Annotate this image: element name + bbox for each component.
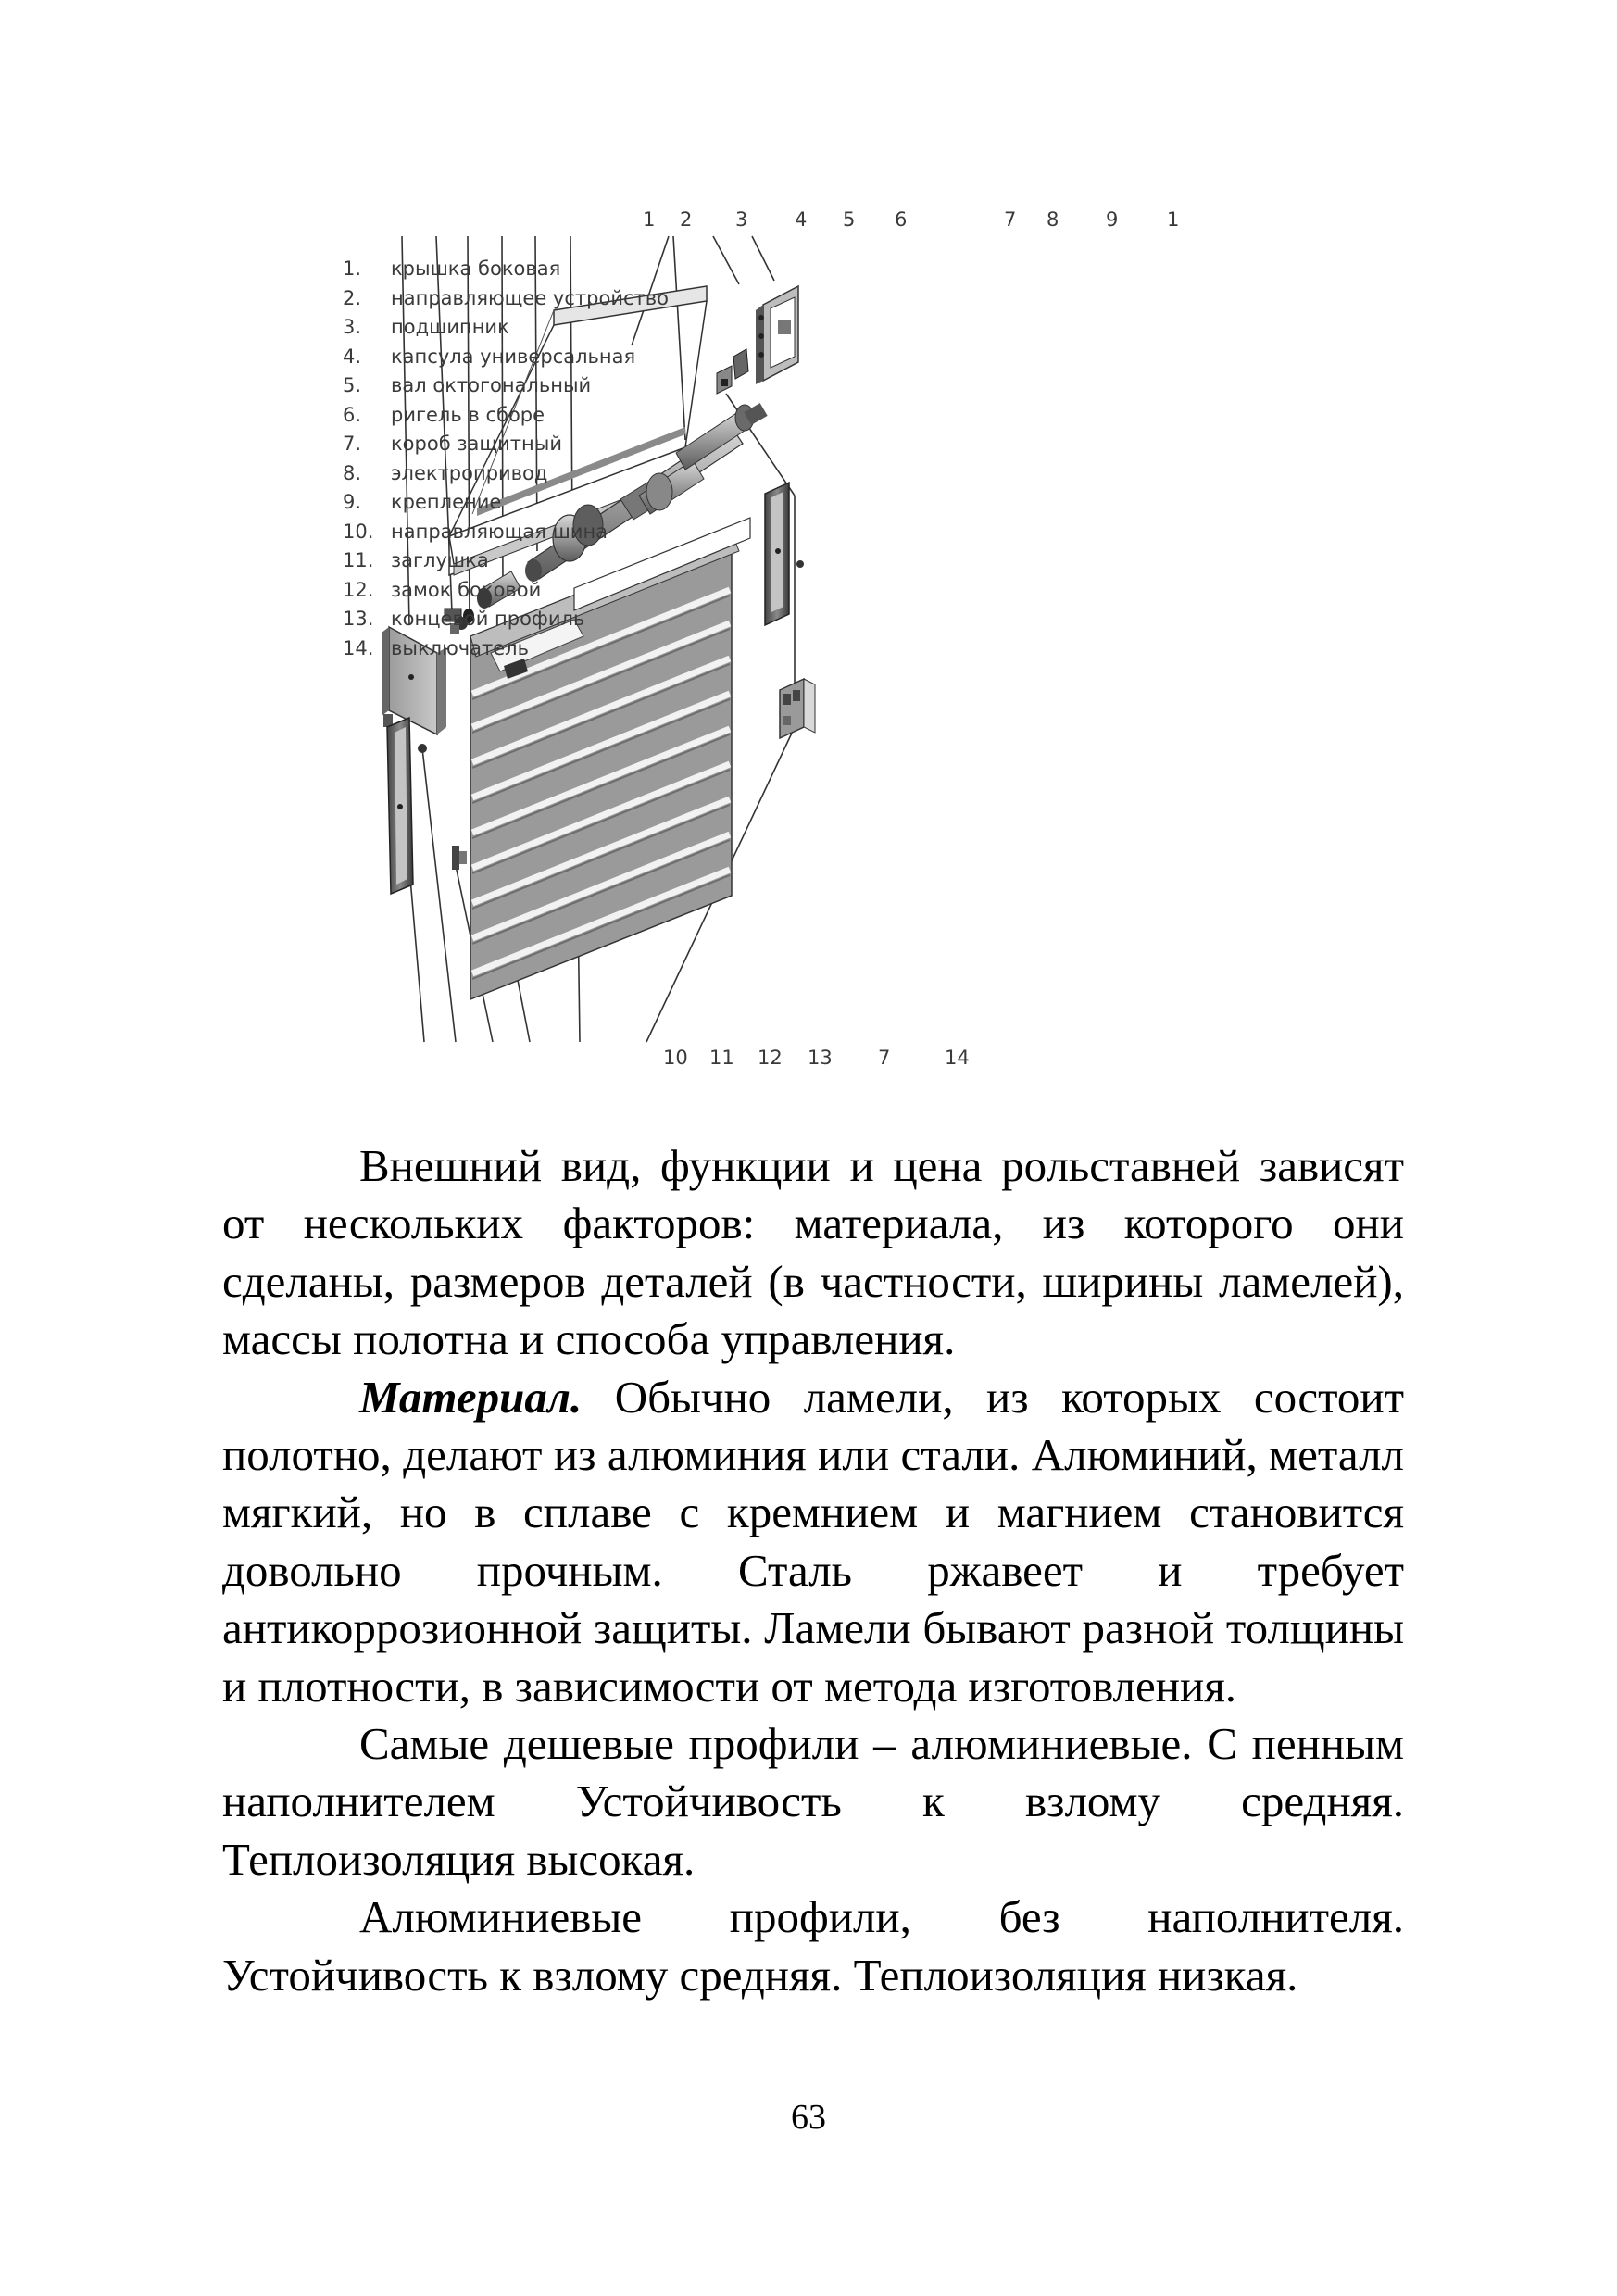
paragraph-aluminium-profiles: Алюминиевые профили, без наполнителя. Устойчивость к взлому средняя. Теплоизоляция низкая.	[222, 1891, 1404, 2001]
legend-item: 3. подшипник	[343, 316, 509, 338]
paragraph-lead-term: Материал.	[359, 1371, 583, 1423]
callout-number: 14	[945, 1047, 970, 1069]
callout-number: 12	[758, 1047, 783, 1069]
paragraph-intro: Внешний вид, функции и цена рольставней зависят от нескольких факторов: материала, из которого они сделаны, размеров деталей (в частности, ширины ламелей), массы полотна и способа управления.	[222, 1140, 1404, 1365]
body-text	[222, 1137, 1404, 2004]
switch-box	[780, 679, 815, 738]
legend-item: 10. направляющая шина	[343, 520, 608, 543]
legend-item: 11. заглушка	[343, 549, 489, 571]
legend-item: 5. вал октогональный	[343, 374, 592, 396]
callout-number: 9	[1106, 208, 1119, 231]
legend-item: 1. крышка боковая	[343, 257, 561, 280]
callout-number: 8	[1047, 208, 1059, 231]
callout-number: 5	[843, 208, 856, 231]
page-number: 63	[791, 2098, 826, 2137]
end-plug	[418, 744, 427, 753]
legend-item: 6. ригель в сборе	[343, 403, 545, 426]
callout-number: 7	[1004, 208, 1017, 231]
legend-item: 2. направляющее устройство	[343, 286, 669, 309]
paragraph-material-text: Обычно ламели, из которых состоит полотно, делают из алюминия или стали. Алюминий, металл мягкий, но в сплаве с кремнием и магнием становится довольно прочным. Сталь ржавеет и требует антикоррозионной защиты. Ламели бывают разной толщины и плотности, в зависимости от метода изготовления.	[222, 1371, 1404, 1712]
callout-number: 1	[643, 208, 656, 231]
guide-rail-left	[387, 718, 413, 894]
parts-legend	[343, 255, 669, 663]
side-cover-right	[756, 286, 798, 384]
mounting-bracket	[717, 349, 748, 394]
callout-number: 10	[663, 1047, 688, 1069]
callout-number: 3	[735, 208, 748, 231]
callout-number: 7	[878, 1047, 891, 1069]
legend-item: 8. электропривод	[343, 461, 548, 484]
callout-number: 11	[709, 1047, 734, 1069]
guide-rail-right	[765, 483, 804, 625]
callout-number: 2	[680, 208, 693, 231]
callout-number: 6	[895, 208, 908, 231]
callout-number: 13	[808, 1047, 833, 1069]
legend-item: 9. крепление	[343, 491, 502, 513]
callout-number: 1	[1167, 208, 1180, 231]
paragraph-material	[222, 1369, 1404, 1715]
legend-item: 7. короб защитный	[343, 433, 562, 455]
legend-item: 12. замок боковой	[343, 578, 542, 601]
legend-item: 4. капсула универсальная	[343, 345, 636, 368]
paragraph-cheap-profiles: Самые дешевые профили – алюминиевые. С пенным наполнителем Устойчивость к взлому средняя. Теплоизоляция высокая.	[222, 1718, 1404, 1885]
roller-shutter-exploded-diagram	[306, 208, 1324, 1098]
callout-number: 4	[795, 208, 808, 231]
legend-item: 14. выключатель	[343, 636, 529, 659]
legend-item: 13. концевой профиль	[343, 608, 585, 630]
side-lock	[452, 846, 467, 870]
